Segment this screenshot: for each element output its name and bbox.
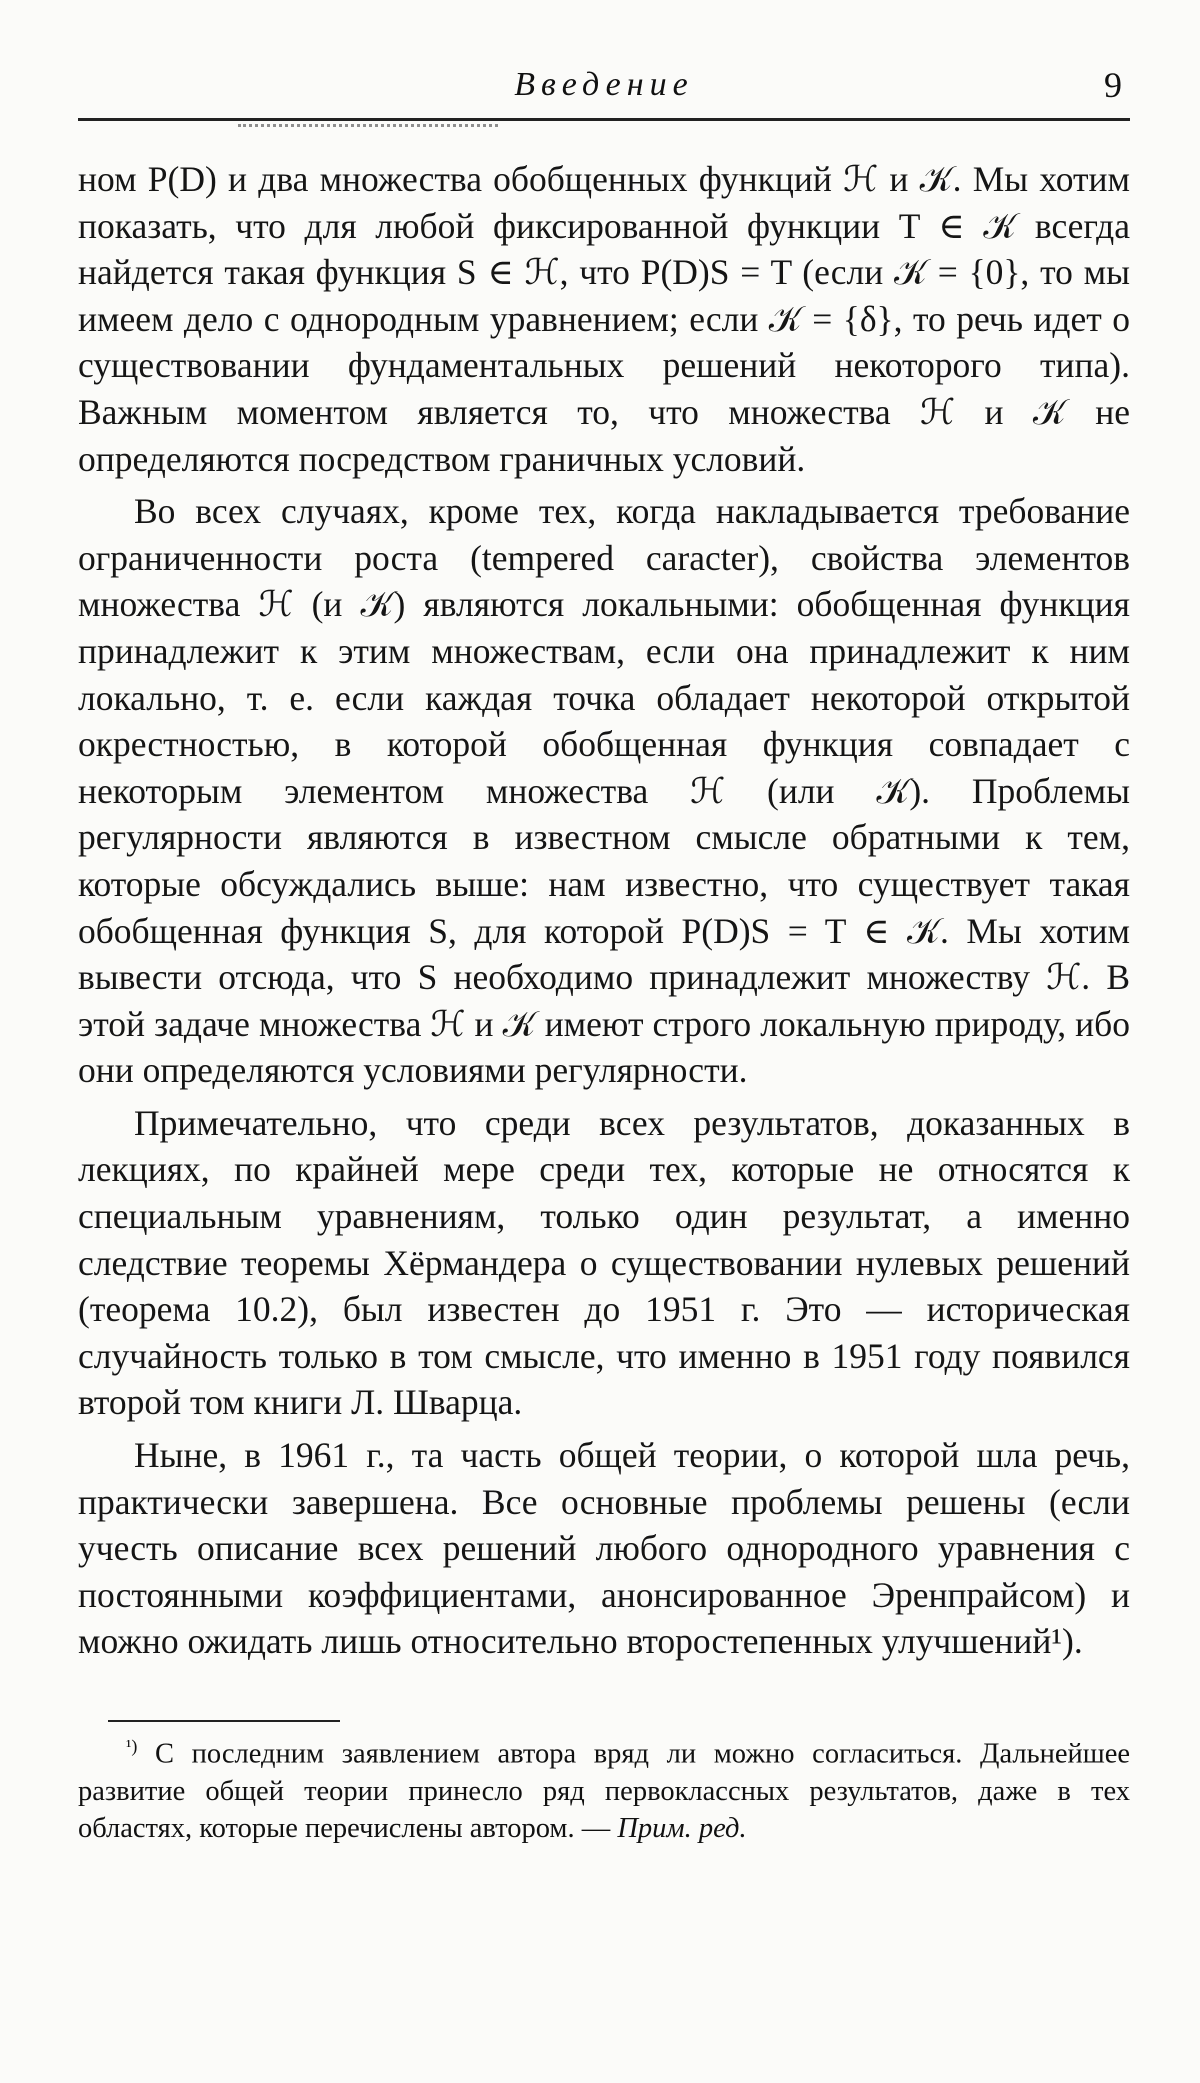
page-number: 9 <box>1104 65 1122 105</box>
footnote-marker: ¹) <box>126 1736 138 1756</box>
print-smudge <box>238 124 498 127</box>
paragraph-text: ном P(D) и два множества обобщенных функций ℋ и 𝒦. Мы хотим показать, что для любой фиксированной функции T ∈ 𝒦 всегда найдется такая функция S ∈ ℋ, что P(D)S = T (если 𝒦 = {0}, то мы имеем дело с однородным уравнением; если 𝒦 = {δ}, то речь идет о существовании фундаментальных решений некоторого типа). Важным моментом является то, что множества ℋ и 𝒦 не определяются посредством граничных условий. <box>78 159 1130 479</box>
paragraph-text: Ныне, в 1961 г., та часть общей теории, о которой шла речь, практически завершена. Все основные проблемы решены (если учесть описание всех решений любого однородного уравнения с постоянными коэффициентами, анонсированное Эренпрайсом) и можно ожидать лишь относительно второстепенных улучшений¹). <box>78 1435 1130 1662</box>
running-title: Введение <box>514 66 694 103</box>
header-rule <box>78 118 1130 121</box>
paragraph-text: Примечательно, что среди всех результатов, доказанных в лекциях, по крайней мере среди тех, которые не относятся к специальным уравнениям, только один результат, а именно следствие теоремы Хёрмандера о существовании нулевых решений (теорема 10.2), был известен до 1951 г. Это — историческая случайность только в том смысле, что именно в 1951 году появился второй том книги Л. Шварца. <box>78 1102 1130 1423</box>
paragraph-text: Во всех случаях, кроме тех, когда накладывается требование ограниченности роста (tempered caracter), свойства элементов множества ℋ (и 𝒦) являются локальными: обобщенная функция принадлежит к этим множествам, если она принадлежит к ним локально, т. е. если каждая точка обладает некоторой открытой окрестностью, в которой обобщенная функция совпадает с некоторым элементом множества ℋ (или 𝒦). Проблемы регулярности являются в известном смысле обратными к тем, которые обсуждались выше: нам известно, что существует такая обобщенная функция S, для которой P(D)S = T ∈ 𝒦. Мы хотим вывести отсюда, что S необходимо принадлежит множеству ℋ. В этой задаче множества ℋ и 𝒦 имеют строго локальную природу, ибо они определяются условиями регулярности. <box>78 491 1130 1091</box>
paragraph-4 <box>78 1432 1130 1665</box>
book-page <box>78 52 1130 2052</box>
paragraph-1 <box>78 156 1130 482</box>
footnote-signature: Прим. ред. <box>617 1812 747 1844</box>
footnote <box>78 1728 1130 1847</box>
running-head <box>78 52 1130 112</box>
paragraph-2 <box>78 488 1130 1094</box>
footnote-rule <box>108 1720 340 1722</box>
paragraph-3 <box>78 1100 1130 1426</box>
body-text <box>78 156 1130 1671</box>
footnote-text: С последним заявлением автора вряд ли можно согласиться. Дальнейшее развитие общей теории принесло ряд первоклассных результатов, даже в тех областях, которые перечислены автором. — <box>78 1738 1131 1844</box>
